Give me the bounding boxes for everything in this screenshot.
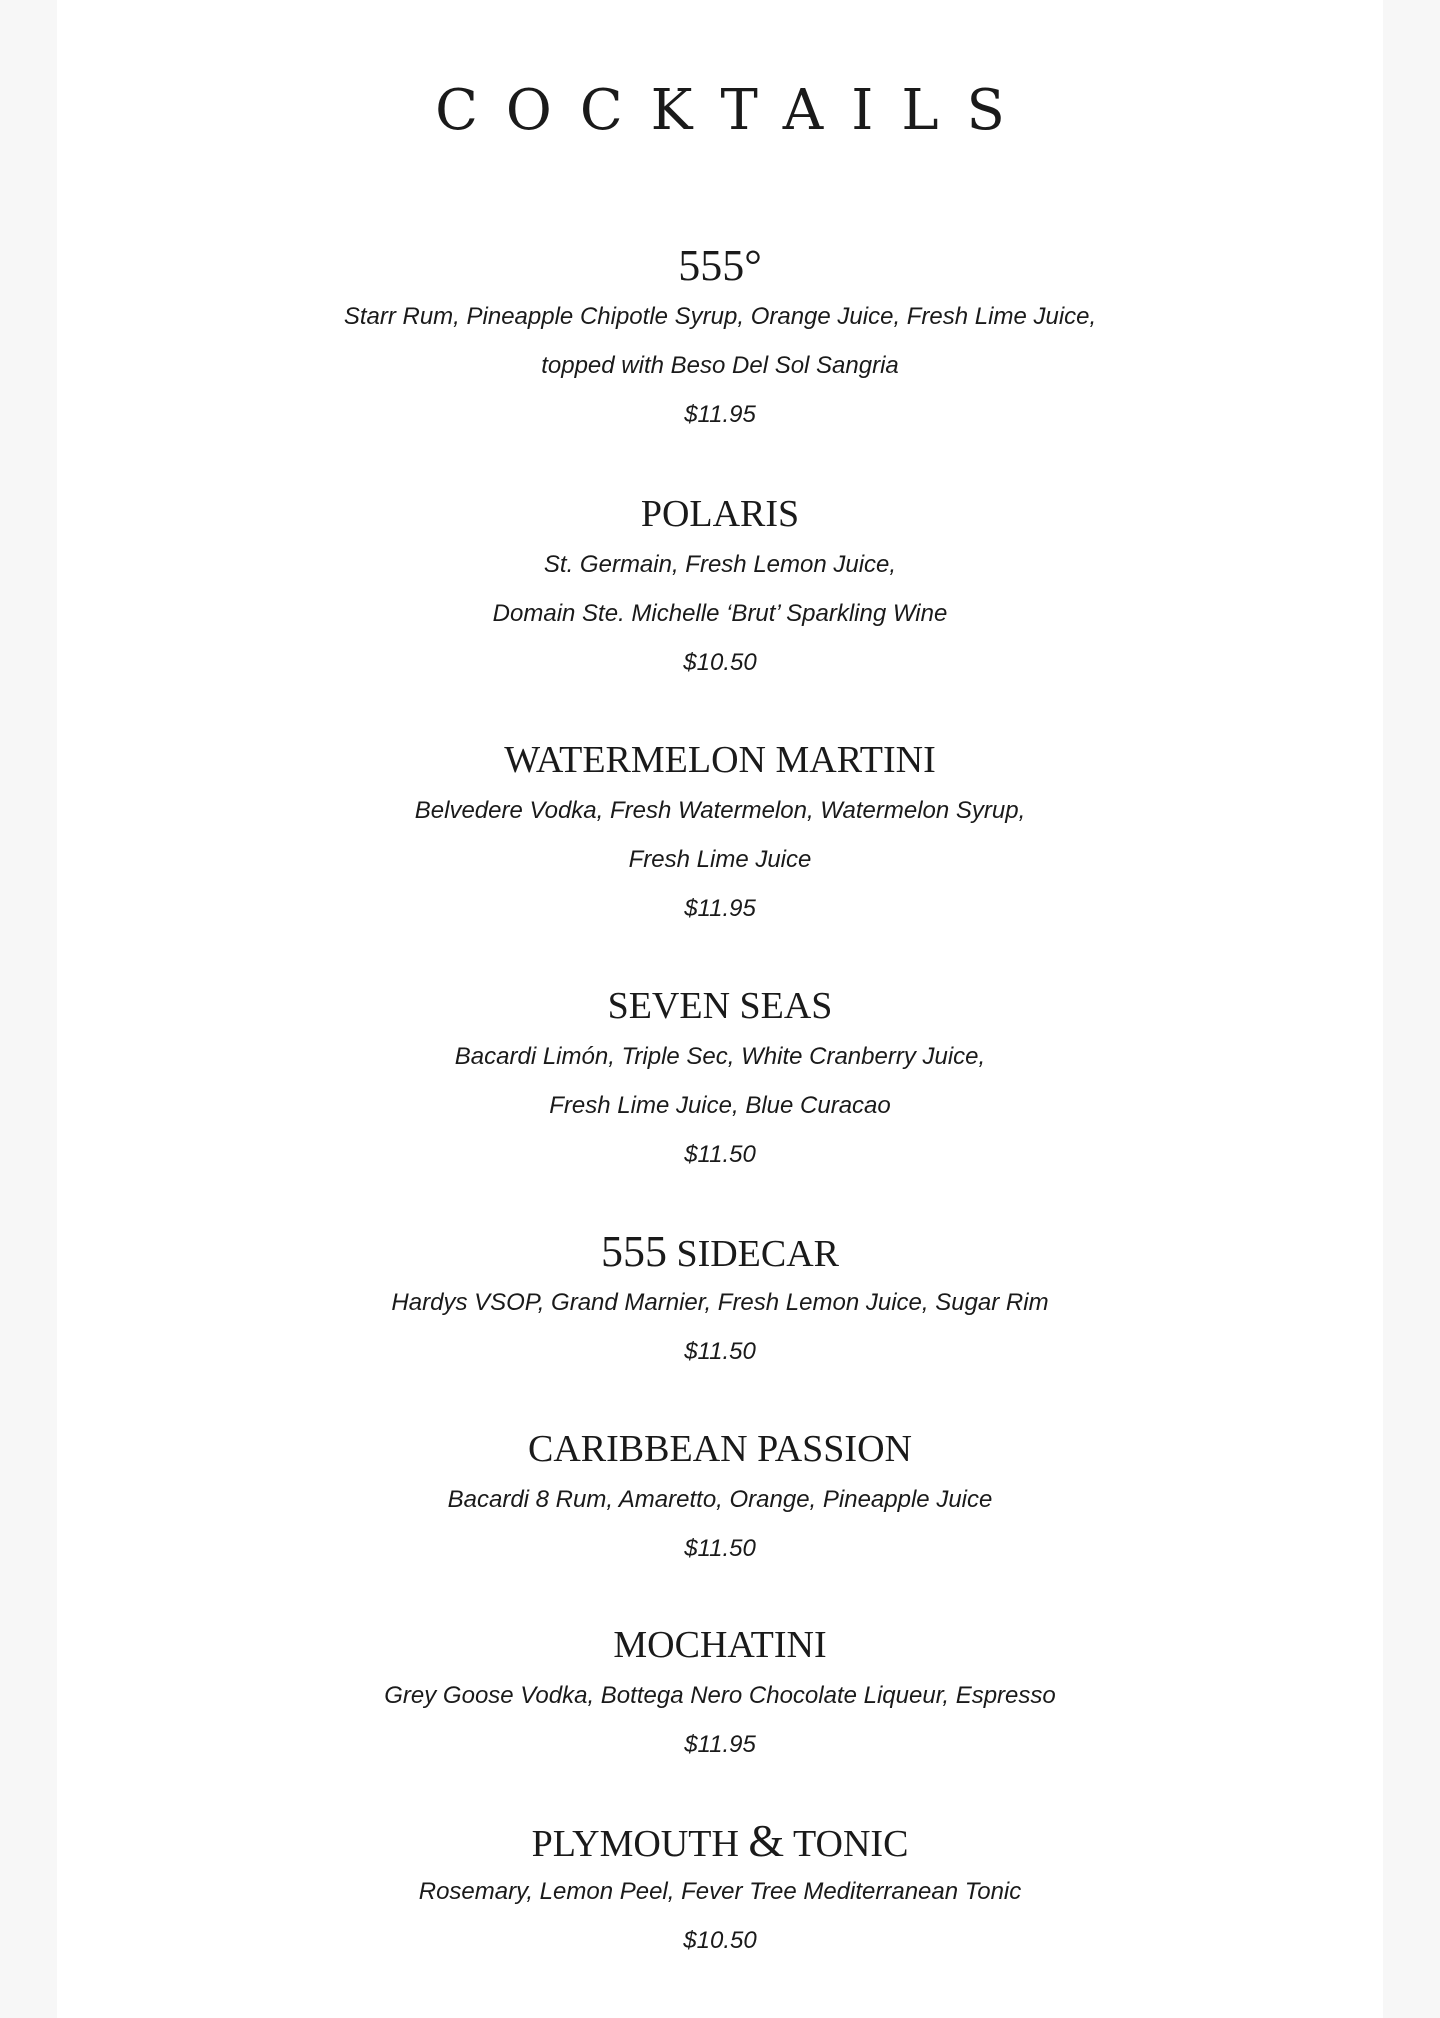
item-price: $11.95 xyxy=(684,895,756,922)
item-price: $11.95 xyxy=(684,401,756,428)
menu-title: COCKTAILS xyxy=(435,78,1033,143)
menu-item-polaris xyxy=(57,488,1383,687)
item-price: $11.95 xyxy=(684,1731,756,1758)
item-description-line: Domain Ste. Michelle ‘Brut’ Sparkling Wine xyxy=(492,600,948,627)
item-name: POLARIS xyxy=(640,493,800,535)
item-name-text: SIDECAR xyxy=(676,1233,840,1275)
item-name xyxy=(57,1226,1383,1278)
item-name-text: TONIC xyxy=(793,1823,909,1865)
menu-item-seven-seas xyxy=(57,980,1383,1179)
item-description-line: Bacardi Limón, Triple Sec, White Cranberry Juice, xyxy=(454,1043,986,1070)
item-description-line: Fresh Lime Juice xyxy=(628,846,812,873)
item-name: CARIBBEAN PASSION xyxy=(528,1428,912,1470)
item-price: $11.50 xyxy=(684,1535,756,1562)
item-description-line: Hardys VSOP, Grand Marnier, Fresh Lemon Juice, Sugar Rim xyxy=(391,1289,1049,1316)
item-description-line: Starr Rum, Pineapple Chipotle Syrup, Orange Juice, Fresh Lime Juice, xyxy=(343,303,1097,330)
menu-page xyxy=(57,0,1383,2018)
item-description-line: Fresh Lime Juice, Blue Curacao xyxy=(549,1092,891,1119)
menu-item-plymouth-tonic xyxy=(57,1815,1383,1965)
item-description-line: topped with Beso Del Sol Sangria xyxy=(541,352,899,379)
menu-item-watermelon-martini xyxy=(57,734,1383,933)
item-name-ampersand: & xyxy=(748,1815,785,1866)
menu-item-mochatini xyxy=(57,1619,1383,1769)
item-description-line: Grey Goose Vodka, Bottega Nero Chocolate Liqueur, Espresso xyxy=(384,1682,1056,1709)
item-price: $11.50 xyxy=(684,1338,756,1365)
item-price: $11.50 xyxy=(684,1141,756,1168)
item-description-line: Rosemary, Lemon Peel, Fever Tree Mediterranean Tonic xyxy=(418,1878,1022,1905)
item-name: SEVEN SEAS xyxy=(607,985,833,1027)
item-price: $10.50 xyxy=(683,649,757,676)
item-description-line: St. Germain, Fresh Lemon Juice, xyxy=(543,551,897,578)
item-name-number: 555 xyxy=(600,1227,667,1276)
menu-item-555-sidecar xyxy=(57,1226,1383,1376)
item-name-text: PLYMOUTH xyxy=(531,1823,739,1865)
menu-item-555 xyxy=(57,240,1383,439)
menu-item-caribbean-passion xyxy=(57,1423,1383,1573)
item-name xyxy=(57,240,1383,292)
item-name: MOCHATINI xyxy=(613,1624,827,1666)
item-description-line: Bacardi 8 Rum, Amaretto, Orange, Pineapple Juice xyxy=(447,1486,993,1513)
item-name-number: 555° xyxy=(678,241,762,290)
item-price: $10.50 xyxy=(683,1927,757,1954)
item-name xyxy=(57,1815,1383,1867)
item-name: WATERMELON MARTINI xyxy=(504,739,936,781)
item-description-line: Belvedere Vodka, Fresh Watermelon, Watermelon Syrup, xyxy=(414,797,1026,824)
